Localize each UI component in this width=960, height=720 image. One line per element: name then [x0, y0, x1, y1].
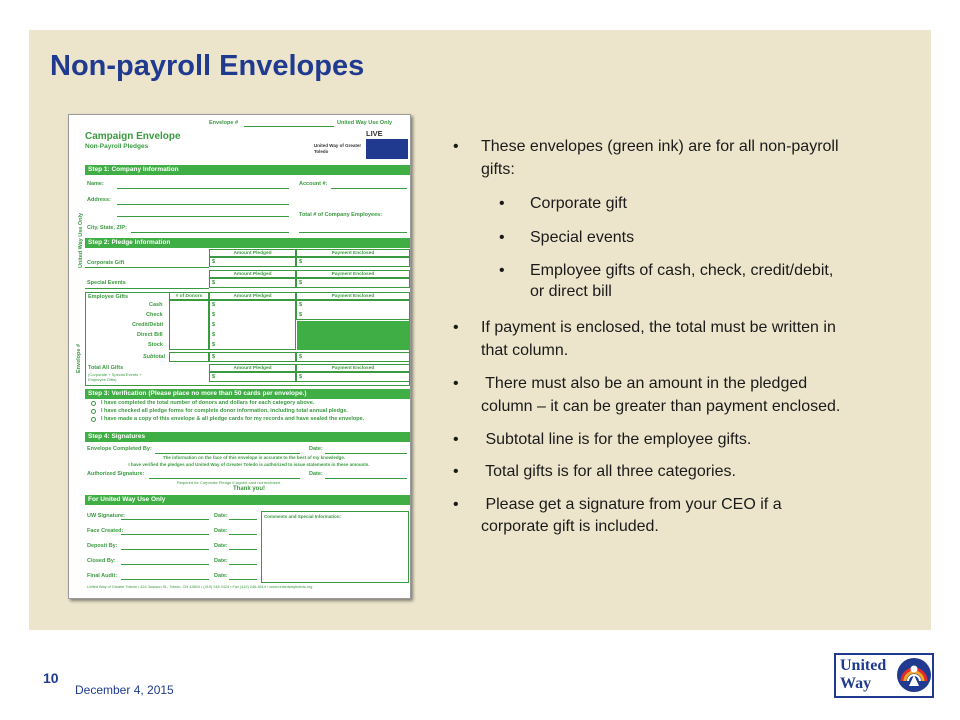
bullet-2-line-1: Corporate gift	[530, 195, 627, 212]
final-line	[121, 579, 209, 580]
completed-by-label: Envelope Completed By:	[87, 446, 152, 452]
bullet-5-line-1: If payment is enclosed, the total must be written in	[481, 319, 836, 336]
special-pledged-box	[209, 278, 296, 288]
side-uw-use-only: United Way Use Only	[78, 212, 84, 268]
slide-date: December 4, 2015	[75, 683, 174, 697]
dollar-1: $	[212, 259, 216, 265]
date-label-3: Date:	[214, 513, 228, 519]
bullet-dot: •	[499, 229, 505, 246]
dollar-7: $	[212, 322, 216, 328]
date-label-6: Date:	[214, 558, 228, 564]
face-line	[121, 534, 209, 535]
bullet-3-line-1: Special events	[530, 229, 635, 246]
payment-enclosed-header: Payment Enclosed	[296, 249, 410, 257]
envelope-footer: United Way of Greater Toledo • 424 Jackson St., Toledo, OH 43604 • (419) 248 2424 • Fax (419) 246-4614 • www.unitedwaytoledo.org	[87, 585, 313, 589]
bullet-4-line-2: or direct bill	[530, 283, 612, 300]
uw-sig-line	[121, 519, 209, 520]
bullet-dot: •	[499, 262, 505, 279]
num-donors-header: # of Donors	[169, 292, 209, 300]
united-way-logo	[834, 653, 934, 698]
accurate-statement: The information on the face of this envelope is accurate to the best of my knowledge.	[162, 455, 346, 460]
name-line	[117, 188, 289, 189]
employees-line	[299, 232, 407, 233]
dollar-6: $	[212, 312, 216, 318]
date-line-5	[229, 549, 257, 550]
comments-label: Comments and Special Information:	[264, 514, 342, 519]
comments-box	[261, 511, 409, 583]
bullet-dot: •	[453, 431, 459, 448]
date-line-2	[325, 478, 407, 479]
amount-pledged-header: Amount Pledged	[209, 249, 296, 257]
bullet-dot: •	[453, 319, 459, 336]
shaded-payment-area	[297, 321, 410, 350]
verified-statement: I have verified the pledges and United Way of Greater Toledo is authorized to issue statements in these amounts.	[128, 462, 370, 467]
account-line	[331, 188, 407, 189]
completed-by-line	[155, 453, 300, 454]
dollar-10: $	[299, 302, 303, 308]
bullet-dot: •	[453, 496, 459, 513]
corporate-payment-box	[296, 257, 410, 267]
envelope-number-label: Envelope #	[209, 120, 239, 126]
total-payment-box	[296, 372, 410, 382]
bullet-dot: •	[499, 195, 505, 212]
org-name: United Way of Greater Toledo	[314, 143, 362, 154]
thank-you: Thank you!	[232, 486, 265, 492]
stock-label: Stock	[148, 342, 163, 348]
city-line	[131, 232, 289, 233]
date-line-7	[229, 579, 257, 580]
date-label-7: Date:	[214, 573, 228, 579]
employee-gifts-label: Employee Gifts	[88, 294, 129, 300]
dollar-2: $	[299, 259, 303, 265]
bullet-dot: •	[453, 375, 459, 392]
check-circle-3	[91, 417, 96, 422]
address-label: Address:	[87, 197, 111, 203]
date-line-6	[229, 564, 257, 565]
address-line	[117, 204, 289, 205]
bullet-1-line-1: These envelopes (green ink) are for all non-payroll	[481, 138, 839, 155]
bullet-9-line-2: corporate gift is included.	[481, 518, 659, 535]
total-note: (Corporate + Special Events + Employee Gifts)	[88, 372, 142, 382]
amount-pledged-header-3: Amount Pledged	[209, 292, 296, 300]
amount-pledged-header-2: Amount Pledged	[209, 270, 296, 278]
dollar-9: $	[212, 342, 216, 348]
bullet-6-line-2: column – it can be greater than payment enclosed.	[481, 398, 841, 415]
subtotal-pledged	[209, 352, 296, 362]
address-line-2	[117, 216, 289, 217]
verify-1: I have completed the total number of donors and dollars for each category above.	[101, 400, 315, 406]
corporate-gift-label: Corporate Gift	[87, 260, 125, 266]
closed-line	[121, 564, 209, 565]
hand-rainbow-icon	[896, 657, 932, 694]
step2-bar: Step 2: Pledge Information	[85, 238, 410, 248]
subtotal-payment	[296, 352, 410, 362]
city-label: City, State, ZIP:	[87, 225, 127, 231]
dollar-3: $	[212, 280, 216, 286]
authorized-label: Authorized Signature:	[87, 471, 145, 477]
logo-word-united: United	[840, 657, 887, 674]
corporate-line	[85, 267, 209, 268]
dollar-8: $	[212, 332, 216, 338]
verify-3: I have made a copy of this envelope & all pledge cards for my records and have sealed the envelope.	[101, 416, 365, 422]
mini-logo	[366, 139, 408, 159]
date-label-2: Date:	[309, 471, 323, 477]
required-note: Required for Corporate Pledge if signed card not enclosed.	[176, 480, 282, 485]
uw-use-only-label: United Way Use Only	[337, 120, 393, 126]
total-all-label: Total All Gifts	[88, 365, 124, 371]
pledged-column	[209, 300, 296, 350]
date-label-1: Date:	[309, 446, 323, 452]
direct-label: Direct Bill	[137, 332, 163, 338]
check-circle-1	[91, 401, 96, 406]
special-line	[85, 288, 209, 289]
payment-enclosed-header-4: Payment Enclosed	[296, 364, 410, 372]
dollar-13: $	[299, 354, 303, 360]
total-pledged-box	[209, 372, 296, 382]
dollar-14: $	[212, 374, 216, 380]
final-label: Final Audit:	[87, 573, 118, 579]
dollar-5: $	[212, 302, 216, 308]
face-label: Face Created:	[87, 528, 124, 534]
dollar-11: $	[299, 312, 303, 318]
cash-label: Cash	[149, 302, 163, 308]
live-united-text: LIVE	[366, 129, 383, 138]
date-label-4: Date:	[214, 528, 228, 534]
payment-cash-check	[296, 300, 410, 320]
dollar-15: $	[299, 374, 303, 380]
check-label: Check	[146, 312, 163, 318]
uw-use-bar: For United Way Use Only	[85, 495, 410, 505]
dollar-12: $	[212, 354, 216, 360]
campaign-envelope-image	[68, 114, 411, 599]
bullet-6-line-1: There must also be an amount in the pledged	[481, 375, 808, 392]
bullet-dot: •	[453, 138, 459, 155]
slide-title: Non-payroll Envelopes	[50, 50, 365, 82]
side-envelope-number: Envelope #	[76, 343, 82, 373]
logo-word-way: Way	[840, 675, 872, 692]
credit-label: Credit/Debit	[132, 322, 164, 328]
step4-bar: Step 4: Signatures	[85, 432, 410, 442]
amount-pledged-header-4: Amount Pledged	[209, 364, 296, 372]
bullet-1-line-2: gifts:	[481, 161, 515, 178]
date-line-1	[325, 453, 407, 454]
donors-column	[169, 300, 209, 350]
bullet-7-line-1: Subtotal line is for the employee gifts.	[481, 431, 752, 448]
payment-enclosed-header-3: Payment Enclosed	[296, 292, 410, 300]
date-line-3	[229, 519, 257, 520]
bullet-dot: •	[453, 463, 459, 480]
corporate-pledged-box	[209, 257, 296, 267]
dollar-4: $	[299, 280, 303, 286]
closed-label: Closed By:	[87, 558, 116, 564]
bullet-4-line-1: Employee gifts of cash, check, credit/debit,	[530, 262, 834, 279]
subtotal-label: Subtotal	[143, 354, 165, 360]
bullet-9-line-1: Please get a signature from your CEO if a	[481, 496, 782, 513]
special-events-label: Special Events	[87, 280, 126, 286]
deposit-label: Deposit By:	[87, 543, 118, 549]
bullet-5-line-2: that column.	[481, 342, 569, 359]
date-line-4	[229, 534, 257, 535]
deposit-line	[121, 549, 209, 550]
special-payment-box	[296, 278, 410, 288]
check-circle-2	[91, 409, 96, 414]
uw-sig-label: UW Signature:	[87, 513, 125, 519]
step1-bar: Step 1: Company Information	[85, 165, 410, 175]
bullet-8-line-1: Total gifts is for all three categories.	[481, 463, 736, 480]
authorized-line	[149, 478, 300, 479]
total-employees-label: Total # of Company Employees:	[299, 212, 383, 218]
name-label: Name:	[87, 181, 104, 187]
date-label-5: Date:	[214, 543, 228, 549]
verify-2: I have checked all pledge forms for complete donor information, including total annual pledge.	[101, 408, 348, 414]
page-number: 10	[43, 670, 59, 686]
subtotal-donors	[169, 352, 209, 362]
account-label: Account #:	[299, 181, 328, 187]
envelope-subheading: Non-Payroll Pledges	[85, 143, 149, 150]
payment-enclosed-header-2: Payment Enclosed	[296, 270, 410, 278]
envelope-number-line	[244, 126, 334, 127]
step3-bar: Step 3: Verification (Please place no more than 50 cards per envelope.)	[85, 389, 410, 399]
envelope-heading: Campaign Envelope	[85, 131, 181, 142]
